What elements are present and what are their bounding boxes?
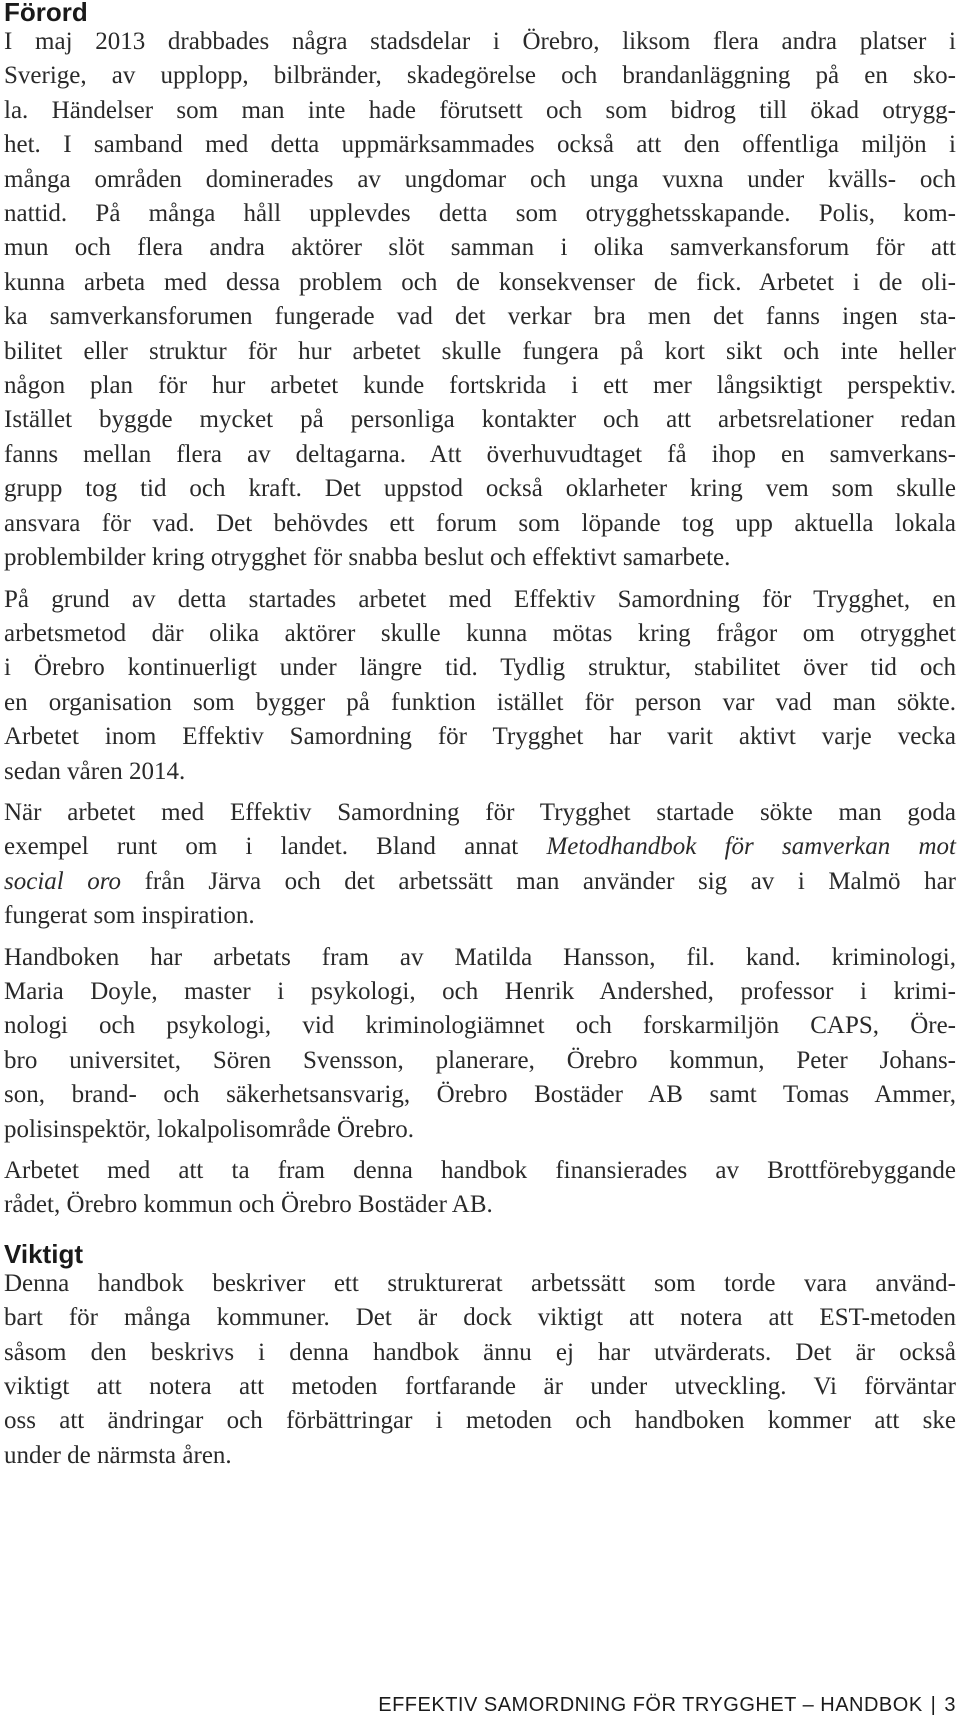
text-line: nologi och psykologi, vid kriminologiämnet och forskarmiljön CAPS, Öre- <box>4 1012 956 1040</box>
text-line: sedan våren 2014. <box>4 757 186 785</box>
paragraph-5 <box>4 1154 956 1223</box>
paragraph-3 <box>4 796 956 934</box>
text-line: Arbetet inom Effektiv Samordning för Trygghet har varit aktivt varje vecka <box>4 723 956 751</box>
text-line: mun och flera andra aktörer slöt samman i olika samverkansforum för att <box>4 234 956 262</box>
text-line <box>4 830 956 864</box>
section-body-viktigt <box>4 1267 956 1473</box>
text-line: arbetsmetod där olika aktörer skulle kunna mötas kring frågor om otrygghet <box>4 619 956 647</box>
text-line: en organisation som bygger på funktion istället för person var vad man sökte. <box>4 688 956 716</box>
text-line: het. I samband med detta uppmärksammades också att den offentliga miljön i <box>4 131 956 159</box>
paragraph-2 <box>4 583 956 789</box>
text-line: Maria Doyle, master i psykologi, och Henrik Andershed, professor i krimi- <box>4 977 956 1005</box>
text-line: Istället byggde mycket på personliga kontakter och att arbetsrelationer redan <box>4 406 956 434</box>
text-line: son, brand- och säkerhetsansvarig, Örebro Bostäder AB samt Tomas Ammer, <box>4 1081 956 1109</box>
text-line: viktigt att notera att metoden fortfarande är under utveckling. Vi förväntar <box>4 1373 956 1401</box>
paragraph-4 <box>4 941 956 1147</box>
text-line: bart för många kommuner. Det är dock viktigt att notera att EST-metoden <box>4 1304 956 1332</box>
text-line <box>4 865 956 899</box>
text-line: På grund av detta startades arbetet med Effektiv Samordning för Trygghet, en <box>4 585 956 613</box>
text-line: bro universitet, Sören Svensson, planerare, Örebro kommun, Peter Johans- <box>4 1046 956 1074</box>
text-line: polisinspektör, lokalpolisområde Örebro. <box>4 1115 415 1143</box>
text-line: oss att ändringar och förbättringar i metoden och handboken kommer att ske <box>4 1407 956 1435</box>
section-heading-forord: Förord <box>4 0 88 27</box>
text-line: När arbetet med Effektiv Samordning för Trygghet startade sökte man goda <box>4 798 956 826</box>
text-line: ka samverkansforumen fungerade vad det verkar bra men det fanns ingen sta- <box>4 303 956 331</box>
paragraph-1 <box>4 25 956 576</box>
text-line: Handboken har arbetats fram av Matilda Hansson, fil. kand. kriminologi, <box>4 943 956 971</box>
page-number: 3 <box>944 1694 956 1716</box>
page-footer <box>378 1694 956 1717</box>
document-page <box>4 0 956 1473</box>
text-line: kunna arbeta med dessa problem och de konsekvenser de fick. Arbetet i de oli- <box>4 268 956 296</box>
section-heading-viktigt: Viktigt <box>4 1238 83 1269</box>
text-line: grupp tog tid och kraft. Det uppstod också oklarheter kring vem som skulle <box>4 475 956 503</box>
footer-separator: | <box>930 1694 937 1716</box>
text-line: Arbetet med att ta fram denna handbok finansierades av Brottförebyggande <box>4 1157 956 1184</box>
text-segment: från Järva och det arbetssätt man använder sig av i Malmö har <box>121 867 956 895</box>
text-line: fungerat som inspiration. <box>4 902 255 930</box>
section-body-forord <box>4 25 956 1223</box>
text-line: bilitet eller struktur för hur arbetet skulle fungera på kort sikt och inte heller <box>4 337 956 365</box>
text-line: många områden dominerades av ungdomar och unga vuxna under kvälls- och <box>4 165 956 193</box>
text-line: problembilder kring otrygghet för snabba beslut och effektivt samarbete. <box>4 544 731 572</box>
footer-title: EFFEKTIV SAMORDNING FÖR TRYGGHET – HANDBOK <box>378 1694 923 1716</box>
text-line: Denna handbok beskriver ett strukturerat arbetssätt som torde vara använd- <box>4 1269 956 1297</box>
text-line: Sverige, av upplopp, bilbränder, skadegörelse och brandanläggning på en sko- <box>4 62 956 90</box>
text-line: såsom den beskrivs i denna handbok ännu ej har utvärderats. Det är också <box>4 1338 956 1366</box>
book-title-italic: Metodhandbok för samverkan mot <box>546 833 956 861</box>
text-line: någon plan för hur arbetet kunde fortskrida i ett mer långsiktigt perspektiv. <box>4 372 956 400</box>
text-line: ansvara för vad. Det behövdes ett forum som löpande tog upp aktuella lokala <box>4 509 956 537</box>
paragraph-6 <box>4 1267 956 1473</box>
text-line: fanns mellan flera av deltagarna. Att överhuvudtaget få ihop en samverkans- <box>4 440 956 468</box>
book-title-italic: social oro <box>4 867 122 895</box>
text-line: nattid. På många håll upplevdes detta som otrygghetsskapande. Polis, kom- <box>4 200 956 228</box>
text-segment: exempel runt om i landet. Bland annat <box>4 833 547 861</box>
text-line: rådet, Örebro kommun och Örebro Bostäder AB. <box>4 1191 493 1219</box>
text-line: under de närmsta åren. <box>4 1441 232 1469</box>
text-line: la. Händelser som man inte hade förutsett och som bidrog till ökad otrygg- <box>4 96 956 124</box>
text-line: i Örebro kontinuerligt under längre tid. Tydlig struktur, stabilitet över tid och <box>4 654 956 682</box>
text-line: I maj 2013 drabbades några stadsdelar i Örebro, liksom flera andra platser i <box>4 28 956 55</box>
